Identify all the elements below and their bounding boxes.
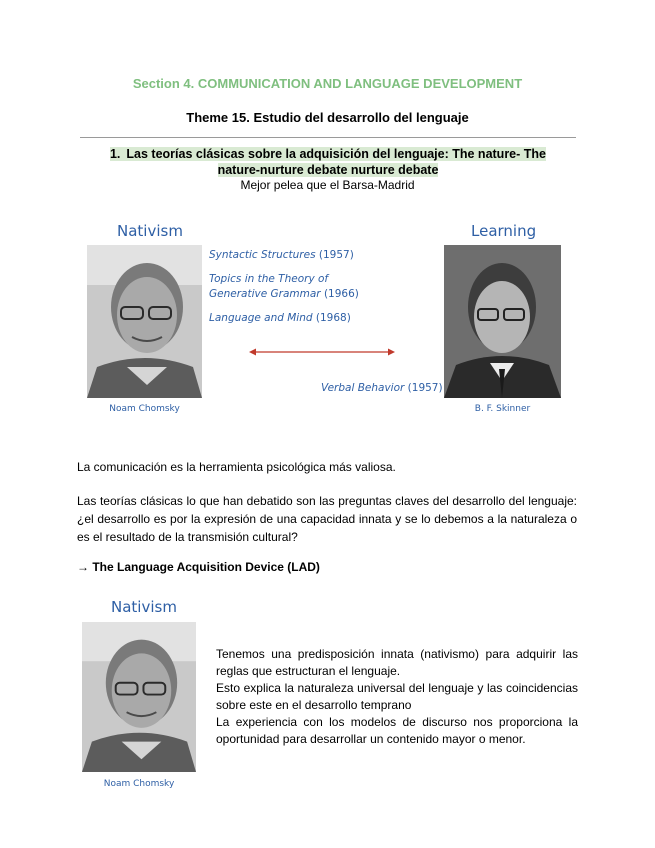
heading-1-number: 1.	[109, 147, 121, 161]
skinner-work: Verbal Behavior (1957)	[321, 382, 443, 394]
chomsky-photo	[87, 245, 202, 398]
paragraph-2: Las teorías clásicas lo que han debatido son las preguntas claves del desarrollo del lenguaje: ¿el desarrollo es por la expresión de una capacidad innata y se lo debemos a la naturaleza o es el resultado de la transmisión cultural?	[77, 494, 577, 544]
work-2: Topics in the Theory of Generative Grammar (1966)	[209, 273, 359, 300]
lad-paragraph-3: La experiencia con los modelos de discurso nos proporciona la oportunidad para desarrollar un contenido mayor o menor.	[216, 715, 578, 746]
lad-paragraph-1: Tenemos una predisposición innata (nativismo) para adquirir las reglas que estructuran el lenguaje.	[216, 647, 578, 678]
subtitle: Mejor pelea que el Barsa-Madrid	[240, 178, 415, 192]
chomsky-caption: Noam Chomsky	[109, 404, 180, 414]
lad-paragraph-2: Esto explica la naturaleza universal del lenguaje y las coincidencias sobre este en el desarrollo temprano	[216, 681, 578, 712]
chomsky-works	[209, 248, 359, 326]
heading-1	[80, 146, 576, 178]
theme-title: Theme 15. Estudio del desarrollo del lenguaje	[186, 110, 469, 125]
chomsky-caption-2: Noam Chomsky	[103, 779, 175, 789]
lad-heading: → The Language Acquisition Device (LAD)	[77, 560, 320, 574]
heading-1-line1: Las teorías clásicas sobre la adquisición del lenguaje: The nature- The	[126, 147, 546, 161]
nativism-title-2: Nativism	[111, 598, 177, 616]
lad-text	[216, 646, 578, 748]
work-1: Syntactic Structures (1957)	[209, 249, 354, 261]
double-arrow-icon	[248, 346, 396, 358]
learning-title: Learning	[471, 222, 537, 240]
heading-1-line2: nature-nurture debate nurture debate	[217, 163, 439, 177]
section-title: Section 4. COMMUNICATION AND LANGUAGE DEVELOPMENT	[132, 76, 523, 91]
work-3: Language and Mind (1968)	[209, 312, 351, 324]
heading-1-highlight	[110, 147, 546, 161]
skinner-photo	[444, 245, 561, 398]
paragraph-1: La comunicación es la herramienta psicológica más valiosa.	[77, 460, 396, 474]
skinner-caption: B. F. Skinner	[474, 404, 531, 414]
divider	[80, 137, 576, 138]
chomsky-photo-2	[82, 622, 196, 772]
nativism-title: Nativism	[117, 222, 183, 240]
